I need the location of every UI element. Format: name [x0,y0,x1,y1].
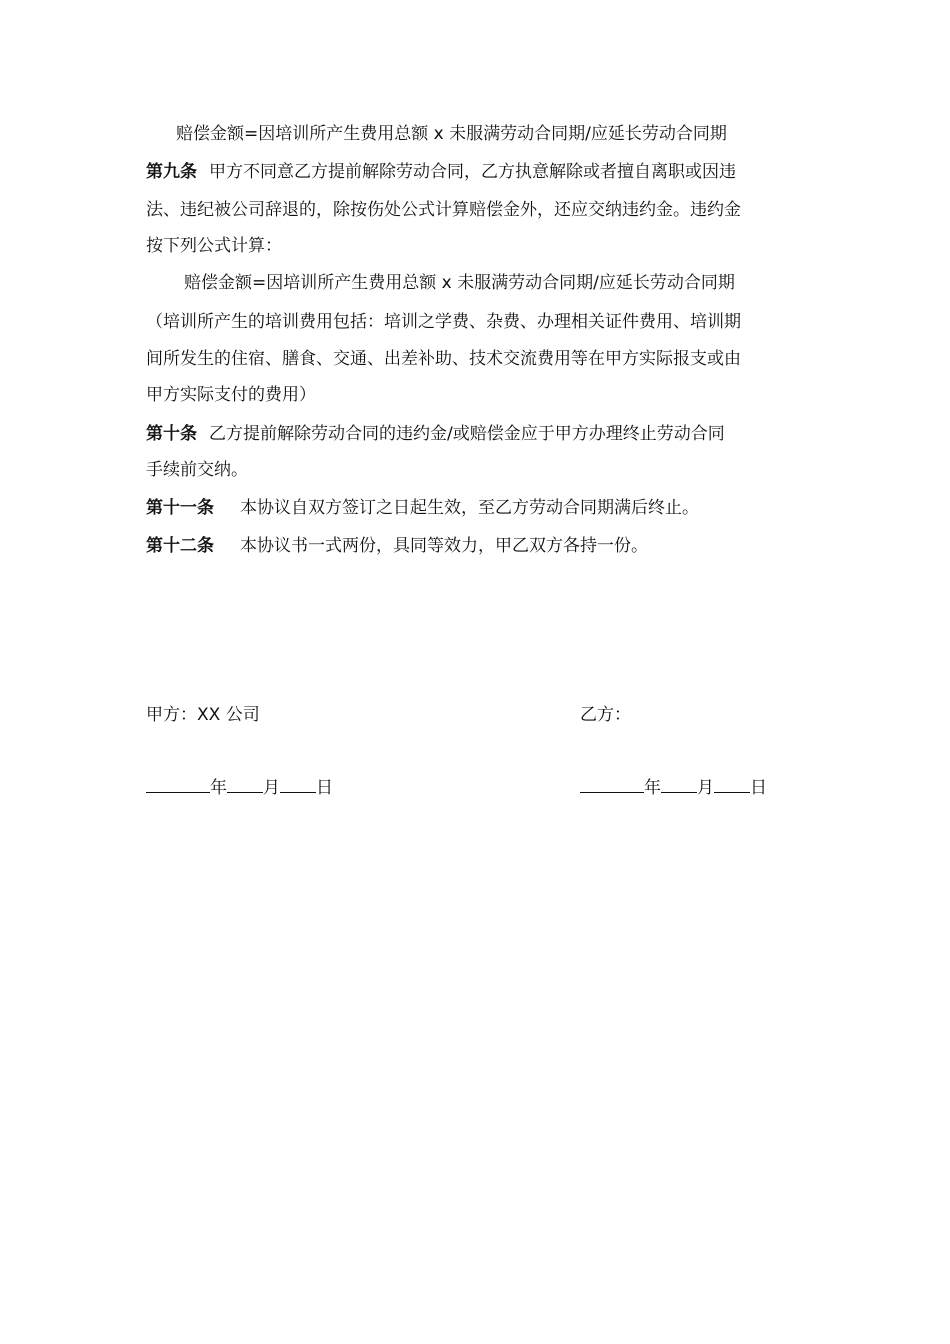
article-11 [146,496,699,520]
article-12-text: 本协议书一式两份，具同等效力，甲乙双方各持一份。 [240,536,648,556]
party-a-month-blank [227,776,263,793]
party-b-month-blank [661,776,697,793]
party-a-year-blank [146,776,210,793]
compensation-formula-1: 赔偿金额=因培训所产生费用总额 x 未服满劳动合同期/应延长劳动合同期 [176,124,727,144]
party-a-month-label: 月 [263,778,280,798]
compensation-formula-2: 赔偿金额=因培训所产生费用总额 x 未服满劳动合同期/应延长劳动合同期 [184,273,735,293]
article-9-text-1: 甲方不同意乙方提前解除劳动合同，乙方执意解除或者擅自离职或因违 [209,162,736,182]
training-cost-note-3: 甲方实际支付的费用） [146,385,316,405]
article-12 [146,534,648,558]
article-10-text-2: 手续前交纳。 [146,460,248,480]
article-9-text-2: 法、违纪被公司辞退的，除按伤处公式计算赔偿金外，还应交纳违约金。违约金 [146,200,741,220]
party-b-month-label: 月 [697,778,714,798]
party-b-day-label: 日 [750,778,767,798]
party-a-label: 甲方：XX 公司 [146,705,260,725]
article-9-line-1 [146,160,736,184]
article-9-text-3: 按下列公式计算： [146,236,282,256]
party-b-year-blank [580,776,644,793]
article-11-label: 第十一条 [146,498,214,518]
article-10-label: 第十条 [146,424,197,444]
training-cost-note-2: 间所发生的住宿、膳食、交通、出差补助、技术交流费用等在甲方实际报支或由 [146,349,741,369]
party-a-day-blank [280,776,316,793]
party-b-year-label: 年 [644,778,661,798]
party-b-date [580,776,767,800]
article-9-label: 第九条 [146,162,197,182]
article-12-label: 第十二条 [146,536,214,556]
party-a-date [146,776,333,800]
party-b-label: 乙方： [580,705,631,725]
party-b-day-blank [714,776,750,793]
article-10-line-1 [146,422,725,446]
training-cost-note-1: （培训所产生的培训费用包括：培训之学费、杂费、办理相关证件费用、培训期 [146,312,741,332]
article-10-text-1: 乙方提前解除劳动合同的违约金/或赔偿金应于甲方办理终止劳动合同 [209,424,725,444]
article-11-text: 本协议自双方签订之日起生效，至乙方劳动合同期满后终止。 [240,498,699,518]
party-a-year-label: 年 [210,778,227,798]
party-a-day-label: 日 [316,778,333,798]
